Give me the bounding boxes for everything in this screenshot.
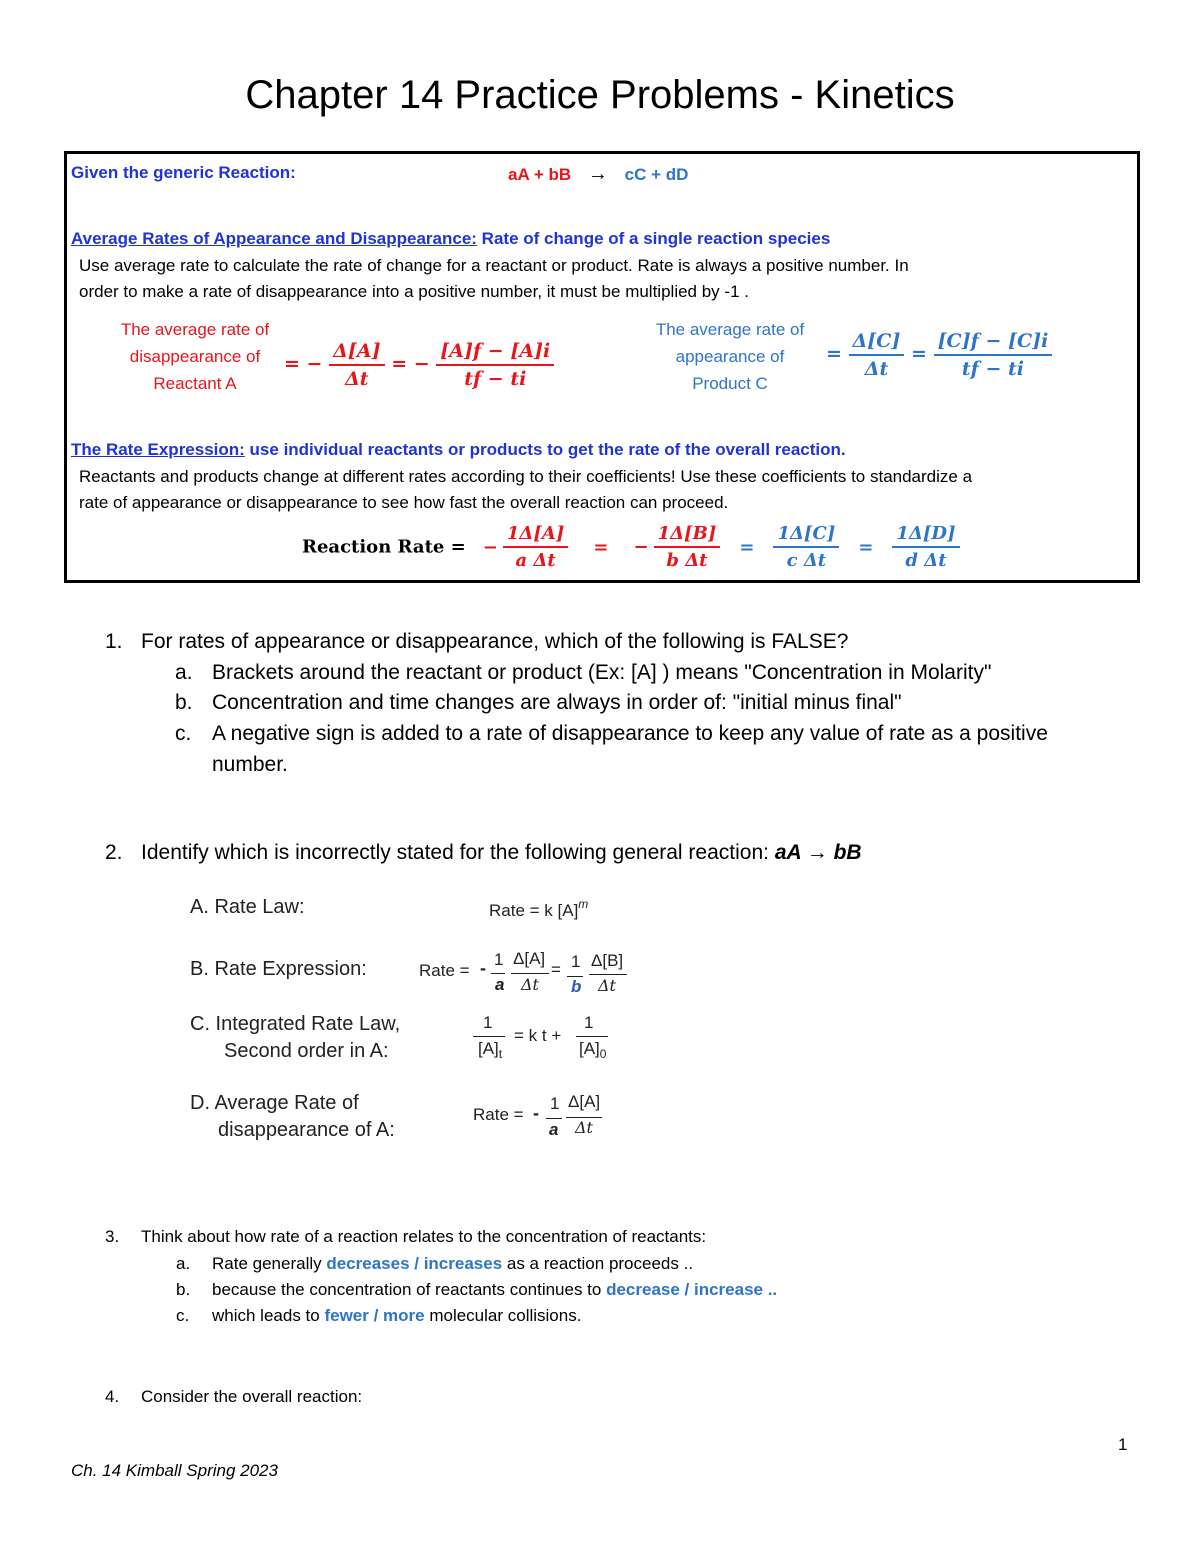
q2-b-label: B. Rate Expression: — [190, 958, 367, 980]
page-title: Chapter 14 Practice Problems - Kinetics — [245, 73, 955, 117]
disappearance-label: The average rate of disappearance of Reactant A — [120, 320, 270, 393]
q1-option-b: Concentration and time changes are always in order of: "initial minus final" — [212, 691, 902, 714]
q1-option-c: A negative sign is added to a rate of disappearance to keep any value of rate as a positive — [212, 722, 1048, 745]
q1-option-a: Brackets around the reactant or product (Ex: [A] ) means "Concentration in Molarity" — [212, 661, 992, 684]
rate-heading: The Rate Expression: use individual reactants or products to get the rate of the overall reaction. — [71, 440, 846, 459]
q2-text: Identify which is incorrectly stated for the following general reaction: aA → bB — [141, 841, 862, 864]
q2-b-dt-1: Δt — [521, 975, 539, 994]
q3-a: Rate generally decreases / increases as a reaction proceeds .. — [212, 1254, 694, 1273]
q2-d-a: a — [549, 1120, 559, 1139]
q1-option-c-cont: number. — [212, 753, 288, 776]
q3-b-choice: decrease / increase .. — [606, 1280, 778, 1299]
rate-text-line-1: Reactants and products change at different rates according to their coefficients! Use these coefficients to standardize a — [79, 467, 973, 486]
q2-b-fraction-bar-1 — [491, 973, 505, 974]
q2-b-equals: = — [551, 960, 561, 979]
footer: Ch. 14 Kimball Spring 2023 — [71, 1461, 278, 1480]
q2-d-rate: Rate = — [473, 1105, 524, 1124]
q2-d-label-2: disappearance of A: — [218, 1119, 395, 1141]
appearance-formula: = $\frac{\Delta[C]}{\Delta t}$ = $\frac{[C]f - [C]i}{tf - ti}$ — [826, 330, 1052, 380]
q3-a-choice: decreases / increases — [326, 1254, 503, 1273]
q2-b-rate: Rate = — [419, 961, 470, 980]
q3-text: Think about how rate of a reaction relates to the concentration of reactants: — [141, 1227, 707, 1246]
q2-b-a: a — [495, 975, 505, 994]
q2-d-dt: Δt — [575, 1118, 593, 1137]
q4-text: Consider the overall reaction: — [141, 1387, 363, 1406]
avg-heading: Average Rates of Appearance and Disappearance: Rate of change of a single reaction species — [71, 229, 831, 248]
q2-c-one-2: 1 — [584, 1013, 594, 1032]
q3-c-choice: fewer / more — [324, 1306, 425, 1325]
generic-reaction: aA + bB → cC + dD — [508, 163, 689, 185]
reaction-rate-expression: Reaction Rate = − $\frac{1\Delta[A]}{\text{a Δt}}$ = − $\frac{1\Delta[B]}{\text{b Δt}}$ = $\frac{1\Delta[C]}{\text{c Δt}}$ = $\frac{1\Delta[D]}{\text{d Δt}}$ — [302, 523, 960, 571]
q2-d-label-1: D. Average Rate of — [190, 1092, 359, 1114]
avg-text-line-1: Use average rate to calculate the rate of change for a reactant or product. Rate is always a positive number. In — [79, 256, 909, 275]
q1-text: For rates of appearance or disappearance, which of the following is FALSE? — [141, 630, 849, 653]
q2-number: 2. — [105, 841, 123, 864]
q3-number: 3. — [105, 1227, 120, 1246]
q3-b: because the concentration of reactants continues to decrease / increase .. — [212, 1280, 778, 1299]
page-number: 1 — [1118, 1435, 1128, 1454]
q2-b-dt-2: Δt — [598, 976, 616, 995]
q2-b-fraction-bar-2 — [511, 973, 549, 974]
q1-option-c-letter: c. — [175, 722, 192, 745]
q2-c-fraction-bar-2 — [576, 1036, 608, 1037]
q3-a-letter: a. — [176, 1254, 191, 1273]
q1-option-b-letter: b. — [175, 691, 193, 714]
q2-c-label-2: Second order in A: — [224, 1040, 389, 1062]
q2-a-formula: Rate = k $[A]^m$ — [489, 897, 589, 920]
q3-c: which leads to fewer / more molecular collisions. — [212, 1306, 582, 1325]
avg-text-line-2: order to make a rate of disappearance into a positive number, it must be multiplied by -1 . — [79, 282, 749, 301]
q2-d-dA: Δ[A] — [568, 1092, 601, 1111]
q2-c-At: $[A]_t$ — [478, 1039, 503, 1061]
q2-d-fraction-bar-1 — [546, 1118, 562, 1119]
q2-c-fraction-bar-1 — [473, 1036, 505, 1037]
q2-d-minus: - — [533, 1103, 539, 1123]
q2-b-dA: Δ[A] — [513, 949, 546, 968]
q3-b-letter: b. — [176, 1280, 191, 1299]
q2-d-one: 1 — [550, 1094, 560, 1113]
q2-b-one-1: 1 — [494, 950, 504, 969]
q4-number: 4. — [105, 1387, 120, 1406]
q2-c-one-1: 1 — [483, 1013, 493, 1032]
disappearance-formula: = − $\frac{\Delta[A]}{\Delta t}$ = − $\frac{[A]f - [A]i}{tf - ti}$ — [284, 340, 554, 390]
q2-b-dB: Δ[B] — [591, 951, 624, 970]
given-label: Given the generic Reaction: — [71, 163, 296, 182]
q2-c-A0: $[A]_0$ — [579, 1039, 607, 1061]
q2-c-middle: = k t + — [514, 1026, 562, 1045]
appearance-label: The average rate of appearance of Product C — [655, 320, 805, 393]
q2-b-b: b — [571, 977, 582, 996]
q2-b-fraction-bar-4 — [589, 974, 627, 975]
q2-b-minus: - — [480, 958, 486, 978]
q2-c-label-1: C. Integrated Rate Law, — [190, 1013, 401, 1035]
rate-text-line-2: rate of appearance or disappearance to see how fast the overall reaction can proceed. — [79, 493, 729, 512]
q3-c-letter: c. — [176, 1306, 190, 1325]
q1-number: 1. — [105, 630, 123, 653]
q1-option-a-letter: a. — [175, 661, 193, 684]
q2-b-one-2: 1 — [571, 952, 581, 971]
q2-a-label: A. Rate Law: — [190, 896, 305, 918]
